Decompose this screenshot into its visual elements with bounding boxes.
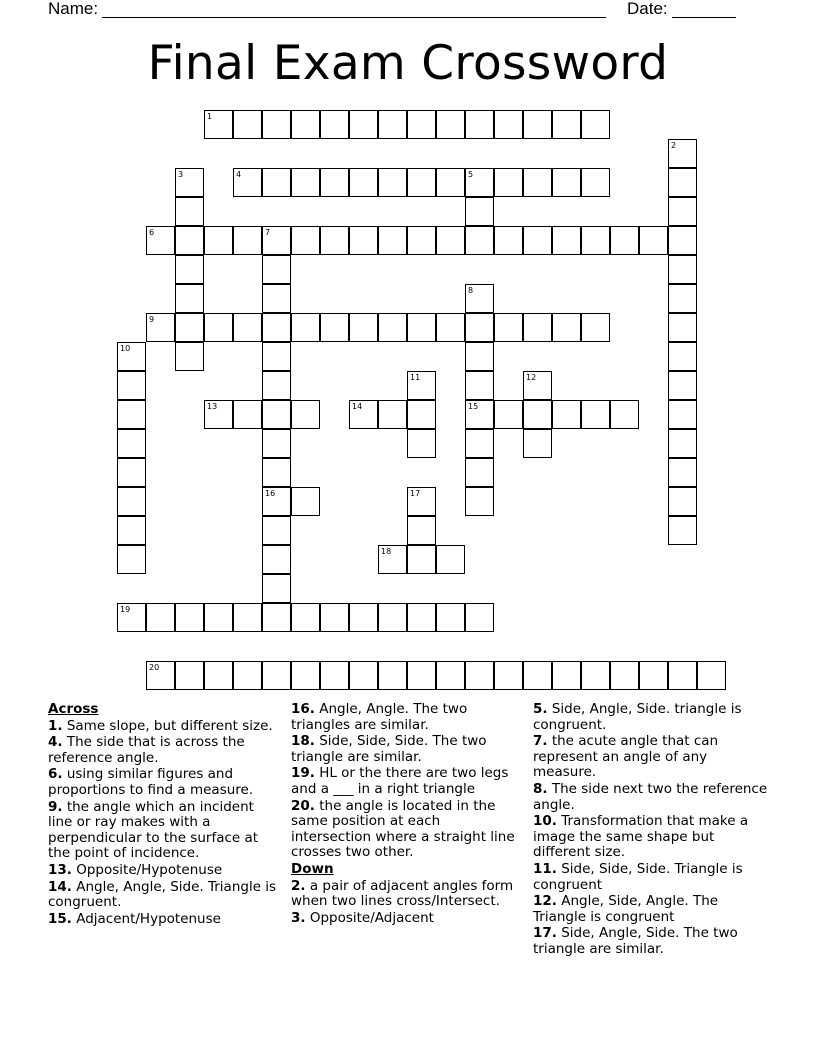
crossword-cell[interactable] (494, 400, 523, 429)
crossword-cell[interactable] (523, 110, 552, 139)
crossword-cell[interactable] (117, 487, 146, 516)
crossword-cell[interactable] (146, 226, 175, 255)
crossword-cell[interactable] (407, 545, 436, 574)
crossword-cell[interactable] (117, 516, 146, 545)
clue-item (533, 894, 768, 925)
crossword-cell[interactable] (262, 516, 291, 545)
clue-item (48, 800, 278, 862)
crossword-cell[interactable] (465, 429, 494, 458)
crossword-cell[interactable] (378, 400, 407, 429)
crossword-cell[interactable] (175, 226, 204, 255)
clue-item-text: Opposite/Hypotenuse (71, 861, 223, 878)
clue-item-number: 1. (48, 717, 63, 734)
crossword-cell[interactable] (349, 226, 378, 255)
clue-item-number: 4. (48, 734, 63, 751)
crossword-cell[interactable] (262, 603, 291, 632)
crossword-cell[interactable] (378, 313, 407, 342)
crossword-cell[interactable] (436, 545, 465, 574)
crossword-cell[interactable] (581, 661, 610, 690)
crossword-cell[interactable] (349, 661, 378, 690)
crossword-cell[interactable] (378, 603, 407, 632)
clue-item-text: Side, Angle, Side. The two triangle are similar. (533, 925, 738, 957)
clue-item-number: 19. (291, 765, 315, 782)
clue-number: 19 (120, 605, 131, 614)
clue-item (533, 734, 768, 781)
crossword-cell[interactable] (465, 371, 494, 400)
crossword-cell[interactable] (523, 400, 552, 429)
clue-item-number: 14. (48, 878, 72, 895)
crossword-cell[interactable] (117, 371, 146, 400)
crossword-cell[interactable] (349, 313, 378, 342)
clue-item-text: The side that is across the reference angle. (48, 734, 245, 766)
clue-number: 8 (468, 286, 474, 295)
clue-item (291, 799, 523, 861)
crossword-cell[interactable] (262, 661, 291, 690)
crossword-cell[interactable] (668, 255, 697, 284)
crossword-cell[interactable] (465, 487, 494, 516)
clue-item-text: Side, Side, Side. Triangle is congruent (533, 860, 743, 893)
clue-number: 12 (526, 373, 537, 382)
down-clue-list (291, 879, 523, 927)
crossword-cell[interactable] (117, 400, 146, 429)
down-heading: Down (291, 860, 334, 877)
crossword-cell[interactable] (668, 197, 697, 226)
clues-column-1 (48, 702, 278, 928)
crossword-cell[interactable] (552, 313, 581, 342)
crossword-cell[interactable] (581, 168, 610, 197)
clue-item (48, 863, 278, 879)
clue-number: 6 (149, 228, 155, 237)
crossword-cell[interactable] (494, 226, 523, 255)
clue-number: 11 (410, 373, 421, 382)
clue-item (291, 911, 523, 927)
crossword-cell[interactable] (523, 661, 552, 690)
crossword-cell[interactable] (436, 661, 465, 690)
crossword-cell[interactable] (639, 226, 668, 255)
clue-number: 3 (178, 170, 184, 179)
clue-item-number: 7. (533, 733, 548, 750)
crossword-cell[interactable] (175, 313, 204, 342)
crossword-cell[interactable] (320, 661, 349, 690)
across-clue-list (48, 719, 278, 928)
clue-number: 15 (468, 402, 479, 411)
clue-item (48, 719, 278, 735)
crossword-cell[interactable] (668, 371, 697, 400)
crossword-cell[interactable] (552, 168, 581, 197)
crossword-cell[interactable] (233, 226, 262, 255)
clue-item-text: Angle, Side, Angle. The Triangle is congruent (533, 893, 719, 925)
crossword-cell[interactable] (465, 342, 494, 371)
crossword-cell[interactable] (610, 661, 639, 690)
crossword-cell[interactable] (494, 661, 523, 690)
crossword-cell[interactable] (262, 226, 291, 255)
crossword-cell[interactable] (204, 226, 233, 255)
crossword-cell[interactable] (291, 168, 320, 197)
clue-item-number: 6. (48, 766, 63, 783)
crossword-cell[interactable] (465, 168, 494, 197)
crossword-cell[interactable] (465, 197, 494, 226)
clue-item-text: Opposite/Adjacent (305, 909, 434, 926)
clue-number: 14 (352, 402, 363, 411)
across-heading: Across (48, 701, 99, 717)
clue-number: 20 (149, 663, 160, 672)
crossword-cell[interactable] (407, 226, 436, 255)
crossword-cell[interactable] (523, 168, 552, 197)
clue-item-number: 5. (533, 701, 548, 717)
page-title: Final Exam Crossword (147, 36, 669, 91)
crossword-cell[interactable] (668, 284, 697, 313)
clue-item-text: The side next two the reference angle. (533, 780, 768, 813)
down-clue-list-continued (533, 702, 768, 958)
crossword-cell[interactable] (581, 110, 610, 139)
crossword-cell[interactable] (175, 168, 204, 197)
crossword-cell[interactable] (407, 516, 436, 545)
clue-item-number: 16. (291, 701, 315, 717)
crossword-cell[interactable] (262, 313, 291, 342)
crossword-cell[interactable] (581, 313, 610, 342)
crossword-cell[interactable] (465, 284, 494, 313)
crossword-cell[interactable] (552, 226, 581, 255)
across-clue-list-continued (291, 702, 523, 861)
crossword-cell[interactable] (291, 313, 320, 342)
crossword-cell[interactable] (552, 110, 581, 139)
crossword-cell[interactable] (407, 168, 436, 197)
crossword-cell[interactable] (262, 458, 291, 487)
crossword-cell[interactable] (465, 313, 494, 342)
crossword-cell[interactable] (668, 400, 697, 429)
crossword-cell[interactable] (349, 110, 378, 139)
crossword-cell[interactable] (291, 110, 320, 139)
clue-item-number: 8. (533, 780, 548, 797)
clue-item (48, 912, 278, 928)
clue-item-text: HL or the there are two legs and a ___ in a right triangle (291, 765, 509, 797)
crossword-cell[interactable] (668, 313, 697, 342)
clue-number: 2 (671, 141, 677, 150)
crossword-cell[interactable] (204, 400, 233, 429)
crossword-cell[interactable] (117, 429, 146, 458)
crossword-cell[interactable] (552, 661, 581, 690)
clue-item-text: Side, Angle, Side. triangle is congruent. (533, 701, 742, 733)
crossword-cell[interactable] (291, 226, 320, 255)
crossword-cell[interactable] (320, 168, 349, 197)
clue-number: 7 (265, 228, 271, 237)
clue-item (533, 814, 768, 861)
crossword-cell[interactable] (581, 226, 610, 255)
crossword-cell[interactable] (436, 603, 465, 632)
crossword-cell[interactable] (291, 603, 320, 632)
crossword-cell[interactable] (262, 400, 291, 429)
crossword-cell[interactable] (407, 371, 436, 400)
crossword-cell[interactable] (349, 603, 378, 632)
crossword-cell[interactable] (175, 284, 204, 313)
crossword-cell[interactable] (494, 168, 523, 197)
clue-item-text: using similar figures and proportions to find a measure. (48, 766, 254, 798)
crossword-cell[interactable] (668, 458, 697, 487)
crossword-cell[interactable] (523, 371, 552, 400)
clue-item-text: Same slope, but different size. (62, 717, 273, 734)
crossword-cell[interactable] (668, 487, 697, 516)
crossword-cell[interactable] (117, 458, 146, 487)
crossword-cell[interactable] (465, 458, 494, 487)
crossword-cell[interactable] (349, 168, 378, 197)
crossword-cell[interactable] (117, 342, 146, 371)
clue-item-number: 12. (533, 893, 557, 910)
crossword-cell[interactable] (639, 661, 668, 690)
clue-item-number: 11. (533, 860, 557, 877)
crossword-cell[interactable] (204, 110, 233, 139)
crossword-cell[interactable] (233, 400, 262, 429)
clue-item (291, 702, 523, 733)
crossword-cell[interactable] (610, 400, 639, 429)
clue-item-text: Angle, Angle. The two triangles are similar. (291, 701, 468, 733)
crossword-cell[interactable] (349, 400, 378, 429)
crossword-cell[interactable] (204, 603, 233, 632)
crossword-cell[interactable] (436, 313, 465, 342)
crossword-cell[interactable] (262, 110, 291, 139)
crossword-cell[interactable] (146, 313, 175, 342)
crossword-cell[interactable] (378, 168, 407, 197)
crossword-cell[interactable] (291, 487, 320, 516)
crossword-cell[interactable] (262, 168, 291, 197)
clue-item (48, 735, 278, 766)
clue-item-text: Adjacent/Hypotenuse (71, 910, 221, 927)
crossword-cell[interactable] (465, 603, 494, 632)
crossword-cell[interactable] (262, 545, 291, 574)
clue-item (291, 766, 523, 797)
clue-item-number: 3. (291, 909, 306, 926)
clue-number: 1 (207, 112, 213, 121)
clues-column-3 (533, 702, 768, 959)
crossword-cell[interactable] (146, 603, 175, 632)
crossword-cell[interactable] (407, 400, 436, 429)
crossword-cell[interactable] (378, 545, 407, 574)
crossword-cell[interactable] (262, 429, 291, 458)
crossword-cell[interactable] (378, 226, 407, 255)
crossword-cell[interactable] (581, 400, 610, 429)
clue-number: 9 (149, 315, 155, 324)
crossword-cell[interactable] (320, 110, 349, 139)
crossword-cell[interactable] (233, 661, 262, 690)
crossword-cell[interactable] (262, 342, 291, 371)
crossword-cell[interactable] (523, 429, 552, 458)
crossword-cell[interactable] (233, 313, 262, 342)
crossword-cell[interactable] (233, 168, 262, 197)
clue-item-text: Transformation that make a image the same shape but different size. (533, 813, 749, 861)
crossword-cell[interactable] (407, 429, 436, 458)
crossword-cell[interactable] (320, 226, 349, 255)
crossword-cell[interactable] (494, 110, 523, 139)
crossword-cell[interactable] (320, 603, 349, 632)
crossword-cell[interactable] (204, 661, 233, 690)
crossword-cell[interactable] (175, 661, 204, 690)
crossword-cell[interactable] (291, 400, 320, 429)
clue-number: 16 (265, 489, 276, 498)
clue-item-text: the angle which an incident line or ray makes with a perpendicular to the surface at the point of incidence. (48, 798, 259, 862)
clue-item-text: the angle is located in the same position at each intersection where a straight line crosses two other. (291, 797, 515, 861)
clue-item-text: Angle, Angle, Side. Triangle is congruent. (48, 878, 277, 911)
clue-item (533, 926, 768, 957)
clue-number: 5 (468, 170, 474, 179)
crossword-cell[interactable] (117, 545, 146, 574)
crossword-cell[interactable] (465, 226, 494, 255)
crossword-cell[interactable] (407, 603, 436, 632)
crossword-cell[interactable] (436, 168, 465, 197)
clue-item (533, 702, 768, 733)
crossword-cell[interactable] (465, 110, 494, 139)
crossword-cell[interactable] (233, 603, 262, 632)
clue-item-number: 18. (291, 733, 315, 750)
crossword-cell[interactable] (262, 284, 291, 313)
clue-number: 13 (207, 402, 218, 411)
clue-item-number: 17. (533, 925, 557, 942)
crossword-cell[interactable] (523, 313, 552, 342)
crossword-cell[interactable] (465, 661, 494, 690)
crossword-cell[interactable] (610, 226, 639, 255)
crossword-cell[interactable] (668, 661, 697, 690)
crossword-cell[interactable] (378, 110, 407, 139)
clue-number: 10 (120, 344, 131, 353)
clue-item (48, 767, 278, 798)
clue-item-text: the acute angle that can represent an angle of any measure. (533, 733, 719, 781)
crossword-cell[interactable] (407, 661, 436, 690)
crossword-cell[interactable] (233, 110, 262, 139)
clue-item-text: a pair of adjacent angles form when two lines cross/Intersect. (291, 877, 514, 910)
crossword-cell[interactable] (668, 168, 697, 197)
crossword-cell[interactable] (436, 226, 465, 255)
clue-item-number: 13. (48, 861, 72, 878)
clue-item-number: 15. (48, 910, 72, 927)
clue-number: 17 (410, 489, 421, 498)
clue-number: 4 (236, 170, 242, 179)
crossword-cell[interactable] (407, 487, 436, 516)
clue-item-number: 2. (291, 877, 306, 894)
clue-item-number: 9. (48, 798, 63, 815)
clue-item (48, 880, 278, 911)
crossword-cell[interactable] (175, 603, 204, 632)
clue-item (533, 862, 768, 893)
crossword-cell[interactable] (436, 110, 465, 139)
crossword-cell[interactable] (697, 661, 726, 690)
date-label: Date: (627, 0, 668, 18)
crossword-cell[interactable] (523, 226, 552, 255)
crossword-cell[interactable] (175, 197, 204, 226)
crossword-cell[interactable] (668, 139, 697, 168)
clue-item-number: 20. (291, 797, 315, 814)
crossword-cell[interactable] (146, 661, 175, 690)
crossword-cell[interactable] (668, 516, 697, 545)
crossword-cell[interactable] (668, 342, 697, 371)
clues-column-2 (291, 702, 523, 927)
name-label: Name: (48, 0, 99, 18)
crossword-cell[interactable] (407, 313, 436, 342)
crossword-cell[interactable] (262, 487, 291, 516)
crossword-cell[interactable] (175, 342, 204, 371)
crossword-cell[interactable] (668, 226, 697, 255)
clue-item-text: Side, Side, Side. The two triangle are similar. (291, 733, 487, 765)
clue-item (291, 734, 523, 765)
clue-number: 18 (381, 547, 392, 556)
crossword-cell[interactable] (465, 400, 494, 429)
crossword-cell[interactable] (291, 661, 320, 690)
crossword-cell[interactable] (204, 313, 233, 342)
crossword-cell[interactable] (175, 255, 204, 284)
clue-item-number: 10. (533, 813, 557, 830)
crossword-cell[interactable] (494, 313, 523, 342)
crossword-cell[interactable] (320, 313, 349, 342)
crossword-cell[interactable] (117, 603, 146, 632)
crossword-cell[interactable] (552, 400, 581, 429)
crossword-cell[interactable] (668, 429, 697, 458)
crossword-cell[interactable] (262, 255, 291, 284)
clue-item (533, 782, 768, 813)
crossword-cell[interactable] (262, 574, 291, 603)
clue-item (291, 879, 523, 910)
crossword-cell[interactable] (378, 661, 407, 690)
crossword-cell[interactable] (262, 371, 291, 400)
crossword-cell[interactable] (407, 110, 436, 139)
